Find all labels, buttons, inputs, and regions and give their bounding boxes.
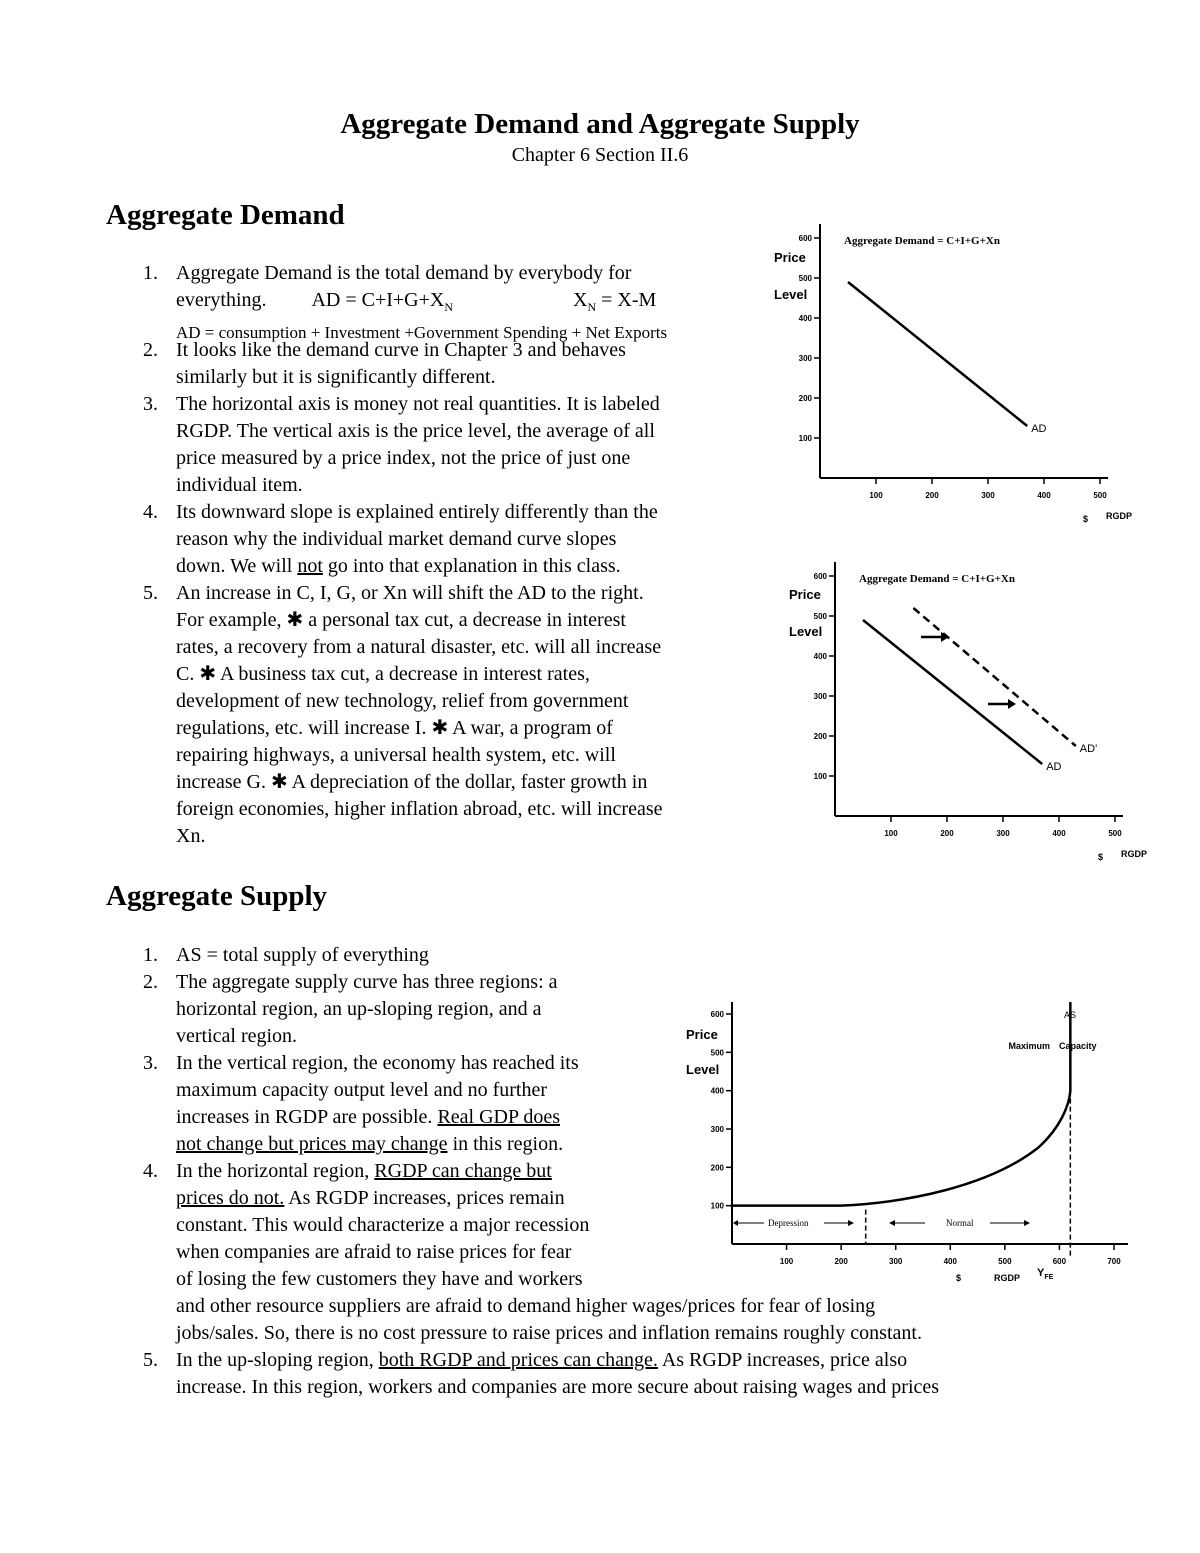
x-tick-label: 300 [996, 829, 1010, 838]
x-tick-label: 500 [998, 1257, 1012, 1266]
x-tick-label: 500 [1093, 491, 1107, 500]
series-line-ad [863, 620, 1042, 764]
series-line-ad [848, 282, 1027, 426]
page-subtitle: Chapter 6 Section II.6 [511, 144, 689, 166]
y-tick-label: 300 [798, 354, 812, 363]
x-tick-label: 200 [925, 491, 939, 500]
y-tick-label: 600 [710, 1010, 724, 1019]
x-axis-dollar: $ [1083, 514, 1089, 524]
normal-label: Normal [946, 1218, 974, 1228]
y-axis-label-price: Price [686, 1027, 718, 1042]
x-tick-label: 100 [779, 1257, 794, 1266]
y-tick-label: 400 [813, 652, 827, 661]
list-number: 2. [143, 971, 158, 993]
chart-title: Aggregate Demand = C+I+G+Xn [844, 235, 1000, 247]
list-number: 5. [143, 1349, 158, 1371]
ad-item-1-line-2: everything. AD = $C+I+G+X_N$ $X_N = X-M$ [176, 289, 657, 314]
list-number: 1. [143, 944, 158, 966]
ad-item-3: The horizontal axis is money not real quantities. It is labeled RGDP. The vertical axis is the price level, the average of all price measured by a price index, not the price of just one individual item. [176, 393, 660, 496]
y-tick-label: 200 [798, 394, 812, 403]
ad-formula: AD = $C+I+G+X_N$ [311, 289, 453, 314]
x-tick-label: 300 [981, 491, 995, 500]
list-number: 5. [143, 582, 158, 604]
series-label: AD [1031, 423, 1047, 435]
y-tick-label: 400 [798, 314, 812, 323]
depression-label: Depression [768, 1218, 809, 1228]
ad-item-1 [176, 260, 667, 344]
x-tick-label: 300 [889, 1257, 903, 1266]
y-tick-label: 500 [710, 1048, 724, 1058]
x-axis-label: RGDP [1106, 511, 1133, 521]
ad-shift-chart-axes [835, 562, 1123, 816]
as-chart-axes [732, 1002, 1128, 1244]
ad-item-4: Its downward slope is explained entirely differently than the reason why the individual market demand curve slopes down. We will not go into that explanation in this class. [176, 501, 658, 577]
as-item-5: In the up-sloping region, both RGDP and prices can change. As RGDP increases, price also increase. In this region, workers and companies are more secure about raising wages and prices [176, 1349, 940, 1398]
list-number: 4. [143, 501, 158, 523]
x-tick-label: 500 [1108, 829, 1122, 838]
y-tick-label: 600 [813, 572, 827, 581]
series-label: AD [1046, 761, 1062, 773]
capacity-label: Capacity [1059, 1041, 1097, 1051]
y-axis-label-level: Level [686, 1062, 720, 1077]
x-axis-label: RGDP [994, 1273, 1021, 1283]
y-axis-label-price: Price [774, 250, 806, 265]
x-tick-label: 600 [1052, 1257, 1067, 1266]
xn-formula: $X_N = X-M$ [573, 289, 657, 314]
as-item-4: In the horizontal region, RGDP can change but prices do not. As RGDP increases, prices remain constant. This would characterize a major recession when companies are afraid to raise prices for fear of losing the few customers they have and workers and other resource suppliers are afraid to demand higher wages/prices for fear of losing jobs/sales. So, there is no cost pressure to raise prices and inflation remains roughly constant. [176, 1160, 922, 1344]
as-item-1: AS = total supply of everything [176, 944, 429, 966]
ad-item-5: An increase in C, I, G, or Xn will shift the AD to the right. For example, ✱ a personal tax cut, a decrease in interest rates, a recovery from a natural disaster, etc. will all increase C. ✱ A business tax cut, a decrease in interest rates, development of new technology, relief from government regulations, etc. will increase I. ✱ A war, a program of repairing highways, a universal health system, etc. will increase G. ✱ A depreciation of the dollar, faster growth in foreign economies, higher inflation abroad, etc. will increase Xn. [176, 582, 663, 847]
y-axis-label-price: Price [789, 587, 821, 602]
x-tick-label: 100 [884, 829, 898, 838]
as-chart [680, 990, 1140, 1290]
aggregate-supply-heading: Aggregate Supply [106, 880, 328, 912]
ad-item-1-line-3: AD = consumption + Investment +Government Spending + Net Exports [176, 323, 668, 342]
ad-item-1-line-1: Aggregate Demand is the total demand by everybody for [176, 262, 632, 284]
y-axis-label-level: Level [789, 624, 823, 639]
x-tick-label: 700 [1107, 1257, 1121, 1266]
chart-title: Aggregate Demand = C+I+G+Xn [859, 573, 1015, 585]
x-tick-label: 200 [834, 1257, 848, 1266]
as-item-2: The aggregate supply curve has three regions: a horizontal region, an up-sloping region, and a vertical region. [176, 971, 558, 1047]
x-axis-dollar: $ [956, 1273, 962, 1283]
ad-shift-chart [775, 550, 1175, 870]
y-tick-label: 100 [798, 434, 812, 443]
page-title: Aggregate Demand and Aggregate Supply [340, 108, 860, 140]
series-line-as [732, 1002, 1070, 1206]
y-tick-label: 600 [798, 234, 812, 243]
y-axis-label-level: Level [774, 287, 808, 302]
y-tick-label: 500 [813, 612, 827, 621]
list-number: 3. [143, 1052, 158, 1074]
shift-arrow-icon [988, 699, 1016, 709]
x-tick-label: 200 [940, 829, 954, 838]
as-curve-label: AS [1064, 1010, 1077, 1020]
x-axis-label: RGDP [1121, 849, 1148, 859]
ad-chart [760, 212, 1160, 532]
y-tick-label: 300 [710, 1125, 724, 1134]
maximum-label: Maximum [1008, 1041, 1050, 1051]
y-tick-label: 200 [813, 732, 827, 741]
region-annotations [733, 1218, 1030, 1228]
list-number: 1. [143, 262, 158, 284]
as-item-3: In the vertical region, the economy has reached its maximum capacity output level and no further increases in RGDP are possible. Real GDP does not change but prices may change in this region. [176, 1052, 579, 1155]
y-tick-label: 300 [813, 692, 827, 701]
y-tick-label: 500 [798, 274, 812, 283]
x-tick-label: 100 [869, 491, 883, 500]
y-tick-label: 100 [813, 772, 827, 781]
series-label: AD' [1079, 743, 1098, 755]
list-number: 3. [143, 393, 158, 415]
yfe-label: $Y_{FE}$ [1037, 1267, 1054, 1281]
x-tick-label: 400 [943, 1257, 957, 1266]
x-axis-dollar: $ [1098, 852, 1104, 862]
ad-chart-axes [820, 224, 1108, 478]
x-tick-label: 400 [1037, 491, 1051, 500]
x-tick-label: 400 [1052, 829, 1066, 838]
y-tick-label: 400 [710, 1086, 724, 1096]
y-tick-label: 100 [710, 1201, 724, 1211]
ad-item-2: It looks like the demand curve in Chapter 3 and behaves similarly but it is significantly different. [176, 339, 626, 388]
y-tick-label: 200 [710, 1163, 724, 1173]
list-number: 4. [143, 1160, 158, 1182]
aggregate-demand-heading: Aggregate Demand [106, 199, 345, 231]
list-number: 2. [143, 339, 158, 361]
